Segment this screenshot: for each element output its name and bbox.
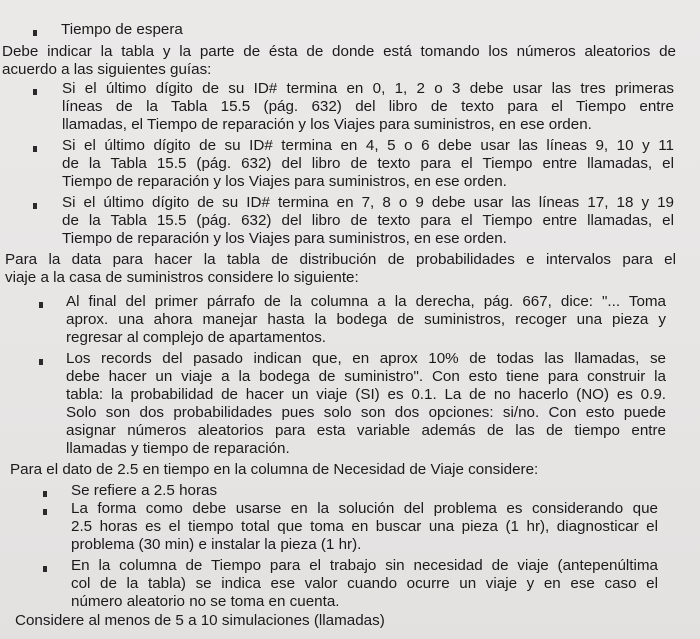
section-intro: Para la data para hacer la tabla de distribución de probabilidades e intervalos para el xyxy=(5,251,676,268)
guide-line: Si el último dígito de su ID# termina en 7, 8 o 9 debe usar las líneas 17, 18 y 19 xyxy=(62,194,674,211)
guide-line: Tiempo de reparación y los Viajes para suministros, en ese orden. xyxy=(62,230,507,247)
bullet-marker xyxy=(33,30,37,36)
supply-line: tabla: la probabilidad de hacer un viaje (SI) es 0.1. La de no hacerlo (NO) es 0.9. xyxy=(66,386,666,403)
supply-line: debe hacer un viaje a la bodega de suministro". Con esto tiene para construir la xyxy=(66,368,666,385)
guide-line: Si el último dígito de su ID# termina en 4, 5 o 6 debe usar las líneas 9, 10 y 11 xyxy=(62,137,674,154)
time-line: número aleatorio no se toma en cuenta. xyxy=(71,593,340,610)
supply-line: Al final del primer párrafo de la columna a la derecha, pág. 667, dice: "... Toma xyxy=(66,293,666,310)
time-line: problema (30 min) e instalar la pieza (1 hr). xyxy=(71,536,362,553)
section-intro: Para el dato de 2.5 en tiempo en la columna de Necesidad de Viaje considere: xyxy=(10,461,539,478)
intro-line: acuerdo a las siguientes guías: xyxy=(2,61,212,78)
guide-line: llamadas, el Tiempo de reparación y los Viajes para suministros, en ese orden. xyxy=(62,116,592,133)
top-item: Tiempo de espera xyxy=(61,21,183,38)
section-intro: viaje a la casa de suministros considere lo siguiente: xyxy=(5,269,359,286)
bullet-marker xyxy=(39,302,43,308)
guide-line: Tiempo de reparación y los Viajes para suministros, en ese orden. xyxy=(62,173,507,190)
supply-line: Los records del pasado indican que, en aprox 10% de todas las llamadas, se xyxy=(66,350,666,367)
bullet-marker xyxy=(33,146,37,152)
time-line: La forma como debe usarse en la solución del problema es considerando que xyxy=(71,500,658,517)
bullet-marker xyxy=(43,509,47,515)
bullet-marker xyxy=(43,566,47,572)
bullet-marker xyxy=(33,89,37,95)
guide-line: de la Tabla 15.5 (pág. 632) del libro de texto para el Tiempo entre llamadas, el xyxy=(62,155,674,172)
intro-line: Debe indicar la tabla y la parte de ésta de donde está tomando los números aleatorios de xyxy=(2,43,676,60)
guide-line: de la Tabla 15.5 (pág. 632) del libro de texto para el Tiempo entre llamadas, el xyxy=(62,212,674,229)
time-line: col de la tabla) se indica ese valor cuando ocurre un viaje y en ese caso el xyxy=(71,575,658,592)
supply-line: asignar números aleatorios para esta variable además de las de tiempo entre xyxy=(66,422,666,439)
bullet-marker xyxy=(43,491,47,497)
guide-line: Si el último dígito de su ID# termina en 0, 1, 2 o 3 debe usar las tres primeras xyxy=(62,80,674,97)
time-line: 2.5 horas es el tiempo total que toma en buscar una pieza (1 hr), diagnosticar el xyxy=(71,518,658,535)
time-line: Se refiere a 2.5 horas xyxy=(71,482,218,499)
supply-line: Solo son dos probabilidades pues solo son dos opciones: si/no. Con esto puede xyxy=(66,404,666,421)
guide-line: líneas de la Tabla 15.5 (pág. 632) del libro de texto para el Tiempo entre xyxy=(62,98,674,115)
closing-line: Considere al menos de 5 a 10 simulaciones (llamadas) xyxy=(15,612,385,629)
bullet-marker xyxy=(39,359,43,365)
time-line: En la columna de Tiempo para el trabajo sin necesidad de viaje (antepenúltima xyxy=(71,557,658,574)
supply-line: llamadas y tiempo de reparación. xyxy=(66,440,290,457)
supply-line: aprox. una ahora manejar hasta la bodega de suministros, recoger una pieza y xyxy=(66,311,666,328)
supply-line: regresar al complejo de apartamentos. xyxy=(66,329,327,346)
bullet-marker xyxy=(33,203,37,209)
